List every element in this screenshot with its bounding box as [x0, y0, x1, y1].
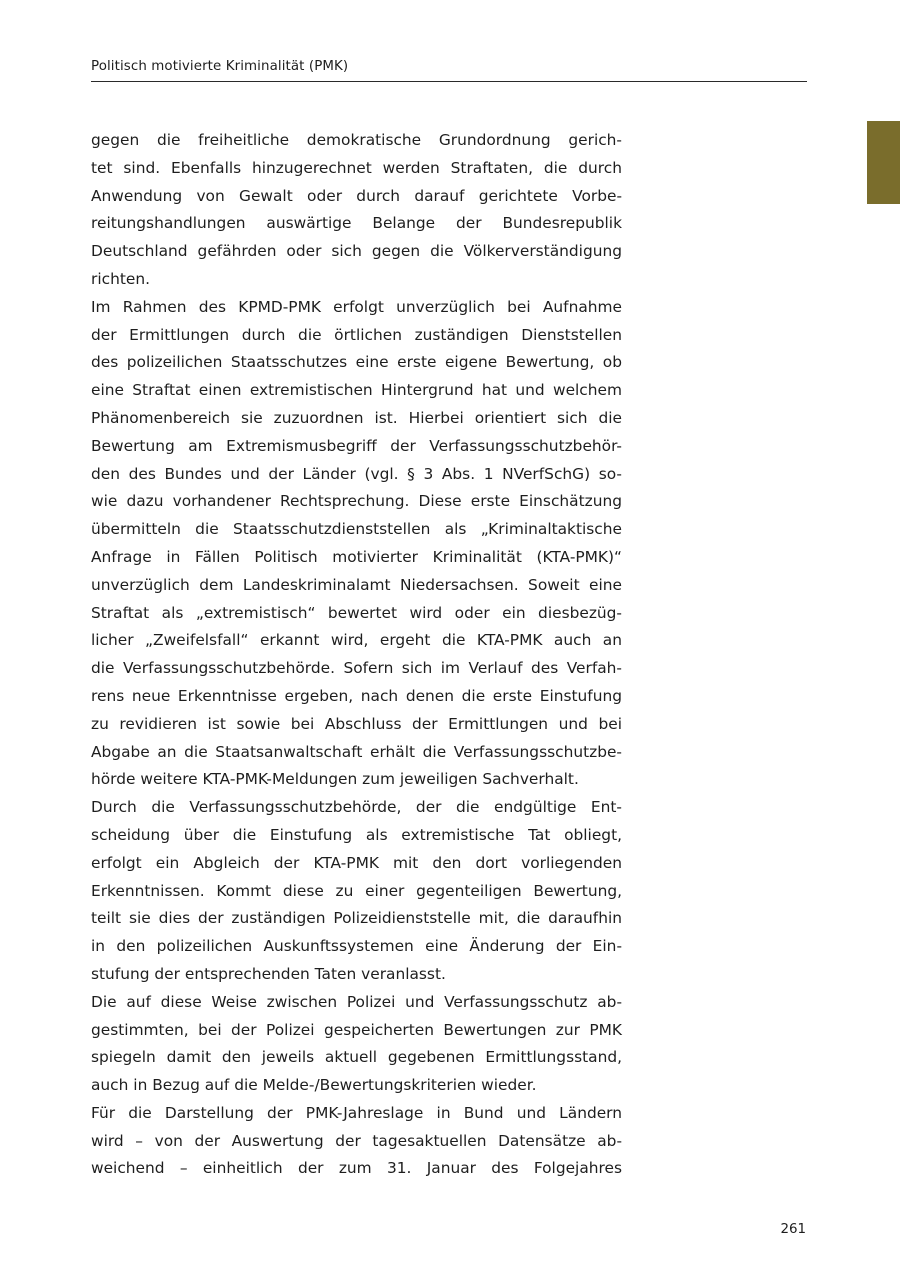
text-line: Deutschland gefährden oder sich gegen die Völkerverständigung: [91, 242, 622, 261]
text-line: Anfrage in Fällen Politisch motivierter Kriminalität (KTA-PMK)“: [91, 547, 622, 566]
text-line: in den polizeilichen Auskunftssystemen eine Änderung der Ein-: [91, 937, 622, 956]
text-line: Die auf diese Weise zwischen Polizei und Verfassungsschutz ab-: [91, 992, 622, 1011]
text-line: zu revidieren ist sowie bei Abschluss der Ermittlungen und bei: [91, 714, 622, 733]
text-line: Bewertung am Extremismusbegriff der Verfassungsschutzbehör-: [91, 436, 622, 455]
text-line: auch in Bezug auf die Melde-/Bewertungskriterien wieder.: [91, 1076, 537, 1095]
text-line: wird – von der Auswertung der tagesaktuellen Datensätze ab-: [91, 1131, 622, 1150]
text-line: tet sind. Ebenfalls hinzugerechnet werden Straftaten, die durch: [91, 158, 622, 177]
text-line: teilt sie dies der zuständigen Polizeidienststelle mit, die daraufhin: [91, 909, 622, 928]
body-text: [91, 127, 622, 1183]
text-line: Phänomenbereich sie zuzuordnen ist. Hierbei orientiert sich die: [91, 408, 622, 427]
text-line: wie dazu vorhandener Rechtsprechung. Diese erste Einschätzung: [91, 492, 622, 511]
text-line: stufung der entsprechenden Taten veranlasst.: [91, 964, 446, 983]
text-line: erfolgt ein Abgleich der KTA-PMK mit den dort vorliegenden: [91, 853, 622, 872]
text-line: die Verfassungsschutzbehörde. Sofern sich im Verlauf des Verfah-: [91, 659, 622, 678]
text-line: unverzüglich dem Landeskriminalamt Niedersachsen. Soweit eine: [91, 575, 622, 594]
text-line: Im Rahmen des KPMD-PMK erfolgt unverzüglich bei Aufnahme: [91, 297, 622, 316]
text-line: gestimmten, bei der Polizei gespeicherten Bewertungen zur PMK: [91, 1020, 622, 1039]
text-line: eine Straftat einen extremistischen Hintergrund hat und welchem: [91, 381, 622, 400]
text-line: gegen die freiheitliche demokratische Grundordnung gerich-: [91, 131, 622, 149]
text-line: scheidung über die Einstufung als extremistische Tat obliegt,: [91, 825, 622, 844]
text-line: licher „Zweifelsfall“ erkannt wird, ergeht die KTA-PMK auch an: [91, 631, 622, 650]
text-line: Straftat als „extremistisch“ bewertet wird oder ein diesbezüg-: [91, 603, 622, 622]
chapter-tab-marker: [867, 121, 900, 204]
text-line: weichend – einheitlich der zum 31. Januar des Folgejahres: [91, 1159, 622, 1178]
text-line: Anwendung von Gewalt oder durch darauf gerichtete Vorbe-: [91, 186, 622, 205]
running-header: [91, 57, 807, 82]
text-line: Für die Darstellung der PMK-Jahreslage in Bund und Ländern: [91, 1103, 622, 1122]
text-line: richten.: [91, 269, 150, 288]
text-line: Durch die Verfassungsschutzbehörde, der die endgültige Ent-: [91, 798, 622, 817]
text-line: rens neue Erkenntnisse ergeben, nach denen die erste Einstufung: [91, 686, 622, 705]
text-line: Erkenntnissen. Kommt diese zu einer gegenteiligen Bewertung,: [91, 881, 622, 900]
text-line: Abgabe an die Staatsanwaltschaft erhält die Verfassungsschutzbe-: [91, 742, 622, 761]
running-header-title: Politisch motivierte Kriminalität (PMK): [91, 59, 349, 74]
text-line: übermitteln die Staatsschutzdienststellen als „Kriminaltaktische: [91, 520, 622, 539]
text-line: spiegeln damit den jeweils aktuell gegebenen Ermittlungsstand,: [91, 1048, 622, 1067]
page-number: 261: [780, 1222, 806, 1237]
text-line: hörde weitere KTA-PMK-Meldungen zum jeweiligen Sachverhalt.: [91, 770, 579, 789]
text-line: der Ermittlungen durch die örtlichen zuständigen Dienststellen: [91, 325, 622, 344]
text-line: reitungshandlungen auswärtige Belange der Bundesrepublik: [91, 214, 622, 233]
text-line: des polizeilichen Staatsschutzes eine erste eigene Bewertung, ob: [91, 353, 622, 372]
text-line: den des Bundes und der Länder (vgl. § 3 Abs. 1 NVerfSchG) so-: [91, 464, 622, 483]
